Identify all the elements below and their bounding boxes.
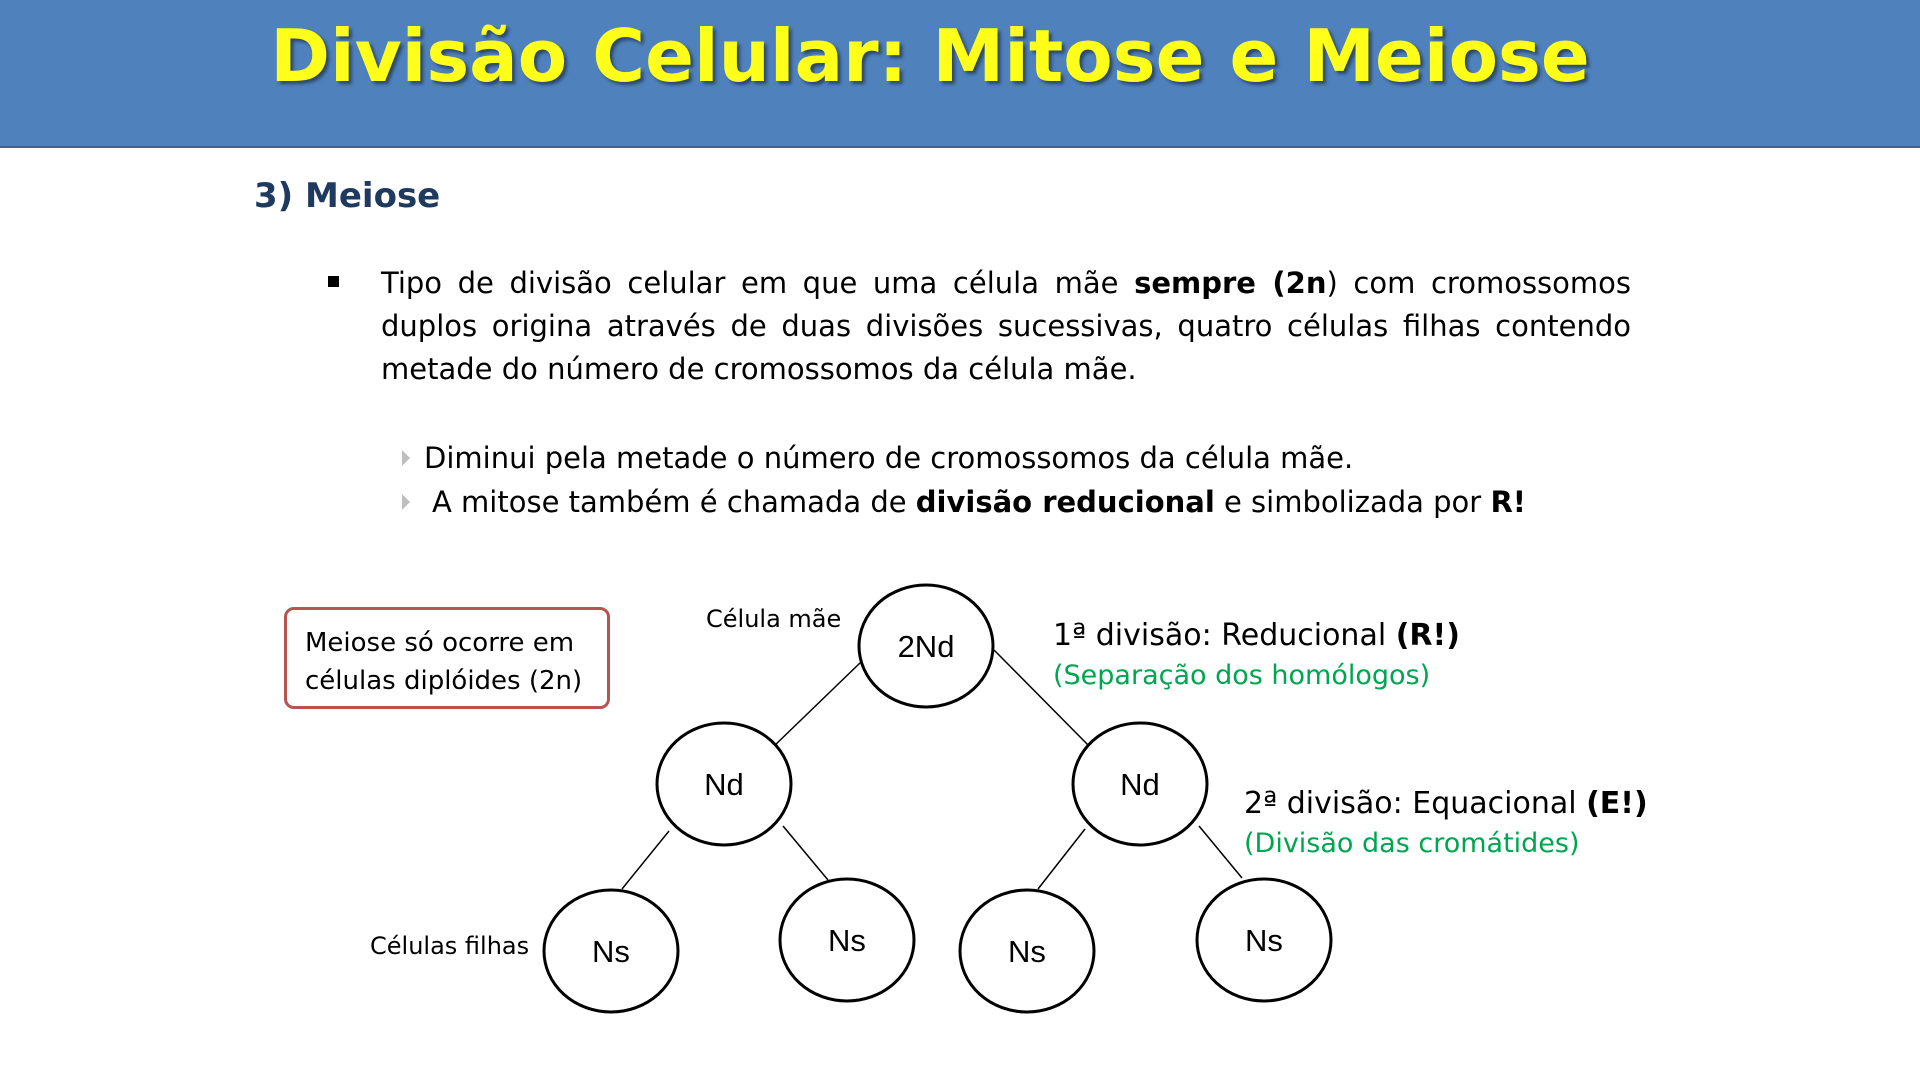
edge-root-left (772, 662, 861, 748)
subbullet-1-text: Diminui pela metade o número de cromossomos da célula mãe. (424, 441, 1354, 475)
paragraph-text-end: ) com cromossomos duplos origina através de duas divisões sucessivas, quatro células filhas contendo metade do número de cromossomos da célula mãe. (381, 266, 1632, 386)
node-nd-right-label: Nd (1120, 767, 1160, 802)
mother-cell-label: Célula mãe (706, 605, 842, 633)
node-ns-2-label: Ns (828, 923, 866, 958)
second-division-text: 2ª divisão: Equacional (1244, 786, 1587, 821)
second-division-symbol: (E!) (1586, 786, 1648, 821)
edge-left-ll (622, 831, 669, 889)
note-line-2: células diplóides (2n) (305, 666, 583, 696)
node-ns-1-label: Ns (592, 934, 630, 969)
second-division-subtitle: (Divisão das cromátides) (1244, 828, 1580, 859)
paragraph-text-start: Tipo de divisão celular em que uma célula mãe (381, 266, 1135, 300)
section-heading: 3) Meiose (254, 176, 441, 216)
note-line-1: Meiose só ocorre em (305, 628, 575, 658)
paragraph-bold: sempre (2n (1134, 266, 1327, 300)
page-title: Divisão Celular: Mitose e Meiose (270, 14, 1590, 98)
subbullet-2-bold-term: divisão reducional (915, 485, 1215, 519)
node-mother-cell-label: 2Nd (897, 629, 955, 664)
daughter-cells-label: Células filhas (370, 932, 530, 960)
first-division-subtitle: (Separação dos homólogos) (1053, 660, 1431, 691)
subbullet-2-bold-symbol: R! (1490, 485, 1526, 519)
edge-left-lr (783, 826, 828, 880)
node-ns-4-label: Ns (1245, 923, 1283, 958)
subbullet-2-start: A mitose também é chamada de (432, 485, 916, 519)
subbullet-2-mid: e simbolizada por (1214, 485, 1491, 519)
edge-right-rr (1199, 826, 1242, 878)
node-nd-left-label: Nd (704, 767, 744, 802)
node-ns-3-label: Ns (1008, 934, 1046, 969)
first-division-symbol: (R!) (1395, 618, 1460, 653)
edge-right-rl (1038, 829, 1085, 889)
edge-root-right (994, 650, 1093, 750)
first-division-text: 1ª divisão: Reducional (1053, 618, 1396, 653)
